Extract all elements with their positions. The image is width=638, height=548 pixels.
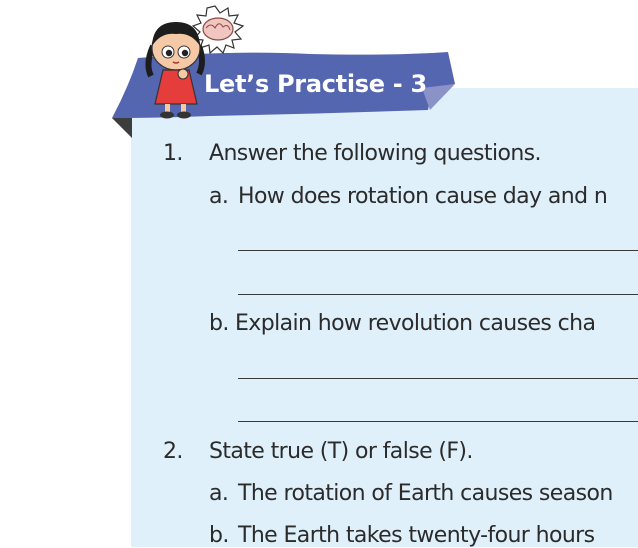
question-2b-label: b. — [209, 523, 229, 548]
question-2b-text: The Earth takes twenty-four hours — [238, 523, 595, 548]
question-1a-text: How does rotation cause day and n — [238, 184, 608, 209]
question-1-number: 1. — [163, 141, 183, 166]
question-2a-label: a. — [209, 481, 229, 506]
question-2-number: 2. — [163, 439, 183, 464]
question-1b-label: b. — [209, 311, 229, 336]
answer-line[interactable] — [238, 294, 638, 295]
answer-line[interactable] — [238, 378, 638, 379]
question-2a-text: The rotation of Earth causes season — [238, 481, 613, 506]
question-1-text: Answer the following questions. — [209, 141, 541, 166]
question-2-text: State true (T) or false (F). — [209, 439, 473, 464]
answer-line[interactable] — [238, 421, 638, 422]
question-1a-label: a. — [209, 184, 229, 209]
section-title: Let’s Practise - 3 — [204, 70, 427, 98]
thinking-girl-illustration — [143, 4, 245, 120]
question-1b-text: Explain how revolution causes cha — [235, 311, 596, 336]
answer-line[interactable] — [238, 250, 638, 251]
